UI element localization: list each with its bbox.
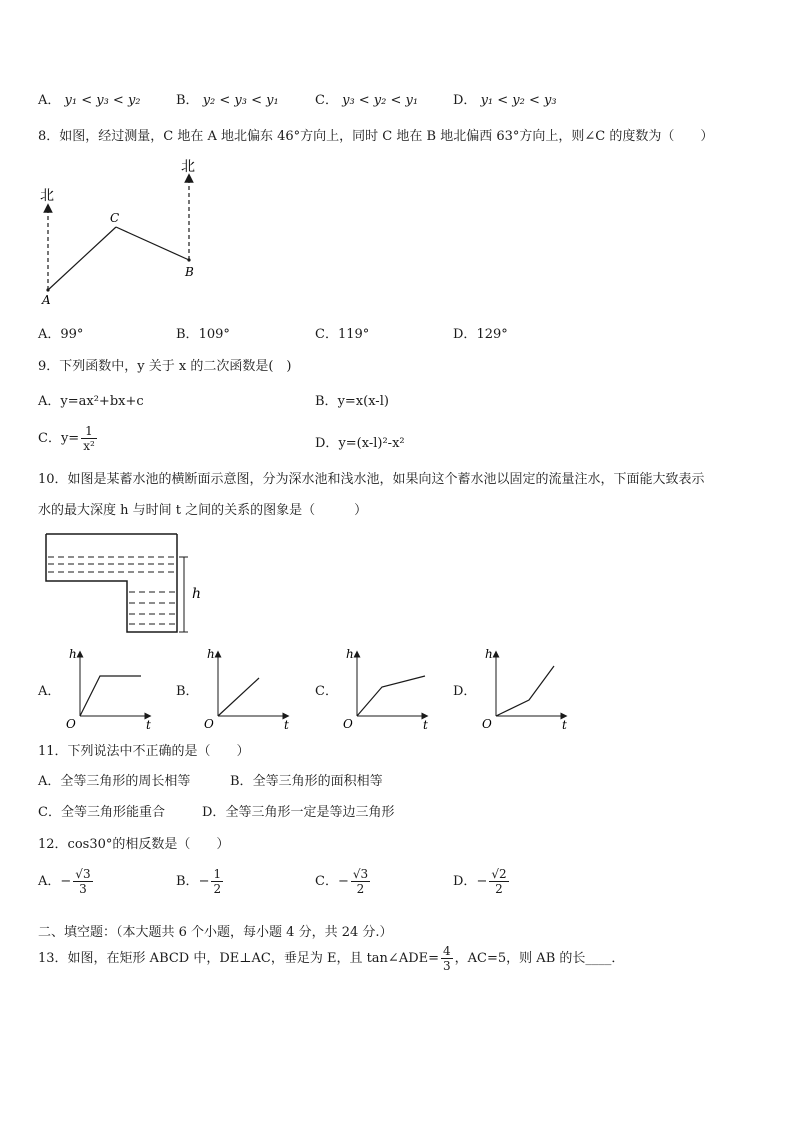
q11-option-a-label: A． [38,774,61,789]
q10-option-d-label: D． [453,684,477,699]
q8-segment-cb [116,227,189,260]
q7-option-b-text: y₂ < y₃ < y₁ [202,93,279,108]
q10-graph-d-origin: O [482,717,492,731]
q12-option-c-fraction [351,867,370,896]
q11-option-b-label: B． [230,774,253,789]
q9-option-b[interactable] [315,390,389,409]
q8-option-b-label: B． [176,327,199,342]
q8-option-d-label: D． [453,327,477,342]
q10-graph-a-y-label: h [69,647,77,661]
q10-graph-d-x-label: t [562,718,567,731]
q10-option-a-label: A． [38,684,61,699]
q12-option-d-label: D． [453,874,477,889]
q11-option-a-text: 全等三角形的周长相等 [60,774,191,789]
q10-stem-line1: 10．如图是某蓄水池的横断面示意图，分为深水池和浅水池，如果向这个蓄水池以固定的流量注水，下面能大致表示 [38,472,705,487]
q12-stem: 12．cos30°的相反数是（ ） [38,837,230,852]
q11-stem: 11．下列说法中不正确的是（ ） [38,744,250,759]
q11-option-d[interactable] [202,801,394,820]
q12-option-d-sign: − [476,874,488,889]
q10-graph-a-origin: O [66,717,76,731]
q10-tank-outline [46,534,177,632]
q8-option-c[interactable] [315,323,369,342]
q8-point-a-dot [46,288,49,291]
q12-option-b-den: 2 [213,882,222,896]
q10-graph-b-y-label: h [207,647,215,661]
q9-option-c[interactable] [38,424,99,453]
q12-option-a-sign: − [60,874,72,889]
q12-option-d-num: √2 [491,867,507,881]
q11-option-c-text: 全等三角形能重合 [60,805,165,820]
q12-option-b-sign: − [198,874,210,889]
q7-option-d-label: D． [453,93,477,108]
q8-point-b: B [185,265,194,279]
q12-option-b-label: B． [176,874,199,889]
q9-option-d-label: D． [315,436,339,451]
q12-option-a[interactable] [38,867,95,896]
q11-option-c-label: C． [38,805,61,820]
q13-fraction [441,944,453,973]
q10-graph-a-curve [80,676,141,716]
q10-option-b-label: B． [176,684,199,699]
q10-graph-b-origin: O [204,717,214,731]
q10-graph-b [198,645,298,731]
q7-option-c-label: C． [315,93,338,108]
q12-option-c-sign: − [337,874,349,889]
q7-option-a-label: A． [38,93,61,108]
q13-part2: ，AC=5，则 AB 的长____． [454,951,625,966]
q10-stem-line2: 水的最大深度 h 与时间 t 之间的关系的图象是（ ） [38,503,368,518]
q10-option-b[interactable] [176,680,199,699]
q7-option-d-text: y₁ < y₂ < y₃ [480,93,557,108]
q12-option-a-num: √3 [75,867,91,881]
q9-option-c-label: C． [38,431,61,446]
q8-point-c: C [110,211,120,225]
q10-graph-c-curve [357,676,425,716]
q12-option-c-num: √3 [352,867,369,881]
q8-segment-ac [48,227,116,290]
q8-option-a-text: 99° [60,327,84,342]
q12-option-a-label: A． [38,874,61,889]
q12-option-c-label: C． [315,874,338,889]
q11-option-d-text: 全等三角形一定是等边三角形 [225,805,395,820]
q7-option-d[interactable] [453,89,557,108]
q10-graph-a-x-label: t [146,718,151,731]
q13-num: 4 [443,944,451,958]
q7-option-c-text: y₃ < y₂ < y₁ [342,93,419,108]
q8-option-d-text: 129° [476,327,508,342]
q8-option-a-label: A． [38,327,61,342]
q12-option-b[interactable] [176,867,225,896]
q10-graph-b-curve [218,678,259,716]
q8-option-b-text: 109° [198,327,230,342]
q12-option-a-den: 3 [79,882,87,896]
q9-option-b-label: B． [315,394,338,409]
q13-part1: 13．如图，在矩形 ABCD 中，DE⊥AC，垂足为 E，且 tan∠ADE= [38,951,440,966]
q7-option-a[interactable] [38,89,141,108]
q12-option-a-fraction [73,867,92,896]
q11-option-b[interactable] [230,770,383,789]
q10-option-c-label: C． [315,684,338,699]
q10-graph-d [476,645,576,731]
q9-option-c-den: x² [83,439,95,453]
q9-option-d-text: y=(x-l)²-x² [338,436,405,451]
q9-option-a-label: A． [38,394,61,409]
q10-tank-figure [40,532,220,638]
q10-tank-h-label: h [192,586,202,602]
q9-option-c-prefix: y= [60,431,80,446]
q10-graph-c-x-label: t [423,718,428,731]
q10-graph-d-y-label: h [485,647,493,661]
q10-graph-c-y-label: h [346,647,354,661]
q12-option-b-num: 1 [213,867,222,881]
q7-option-c[interactable] [315,89,418,108]
q12-option-d-fraction [489,867,508,896]
q11-option-c[interactable] [38,801,165,820]
q12-option-d[interactable] [453,867,511,896]
q8-north-left-label: 北 [40,188,54,204]
q10-graph-b-x-label: t [284,718,289,731]
q11-option-b-text: 全等三角形的面积相等 [252,774,383,789]
q11-option-a[interactable] [38,770,190,789]
q8-option-d[interactable] [453,323,508,342]
q9-option-d[interactable] [315,432,405,451]
q10-option-c[interactable] [315,680,338,699]
q13-stem [38,944,624,973]
q9-option-c-fraction [81,424,97,453]
q8-option-c-label: C． [315,327,338,342]
q10-graph-a [60,645,160,731]
q10-graph-c-origin: O [343,717,353,731]
q8-figure [30,150,210,310]
q8-option-a[interactable] [38,323,83,342]
q11-option-d-label: D． [202,805,226,820]
q10-graph-c [337,645,437,731]
q8-north-right-label: 北 [181,159,195,175]
q9-option-a-text: y=ax²+bx+c [60,394,144,409]
q10-option-a[interactable] [38,680,60,699]
q12-option-c-den: 2 [356,882,365,896]
q12-option-b-fraction [211,867,223,896]
q8-stem: 8．如图，经过测量，C 地在 A 地北偏东 46°方向上，同时 C 地在 B 地北偏西 63°方向上，则∠C 的度数为（ ） [38,129,714,144]
section-2-title: 二、填空题：（本大题共 6 个小题，每小题 4 分，共 24 分.） [38,925,393,940]
q12-option-c[interactable] [315,867,372,896]
q10-graph-d-curve [496,666,554,716]
q9-option-b-text: y=x(x-l) [337,394,389,409]
q9-stem: 9．下列函数中，y 关于 x 的二次函数是( ) [38,359,292,374]
q7-option-b[interactable] [176,89,279,108]
q8-option-b[interactable] [176,323,230,342]
q9-option-a[interactable] [38,390,144,409]
q13-den: 3 [443,959,451,973]
q8-point-b-dot [187,258,190,261]
q7-option-a-text: y₁ < y₃ < y₂ [64,93,141,108]
q10-option-d[interactable] [453,680,476,699]
q12-option-d-den: 2 [495,882,503,896]
q8-point-a: A [42,293,51,307]
q9-option-c-num: 1 [81,424,97,439]
q7-option-b-label: B． [176,93,199,108]
q8-option-c-text: 119° [337,327,370,342]
